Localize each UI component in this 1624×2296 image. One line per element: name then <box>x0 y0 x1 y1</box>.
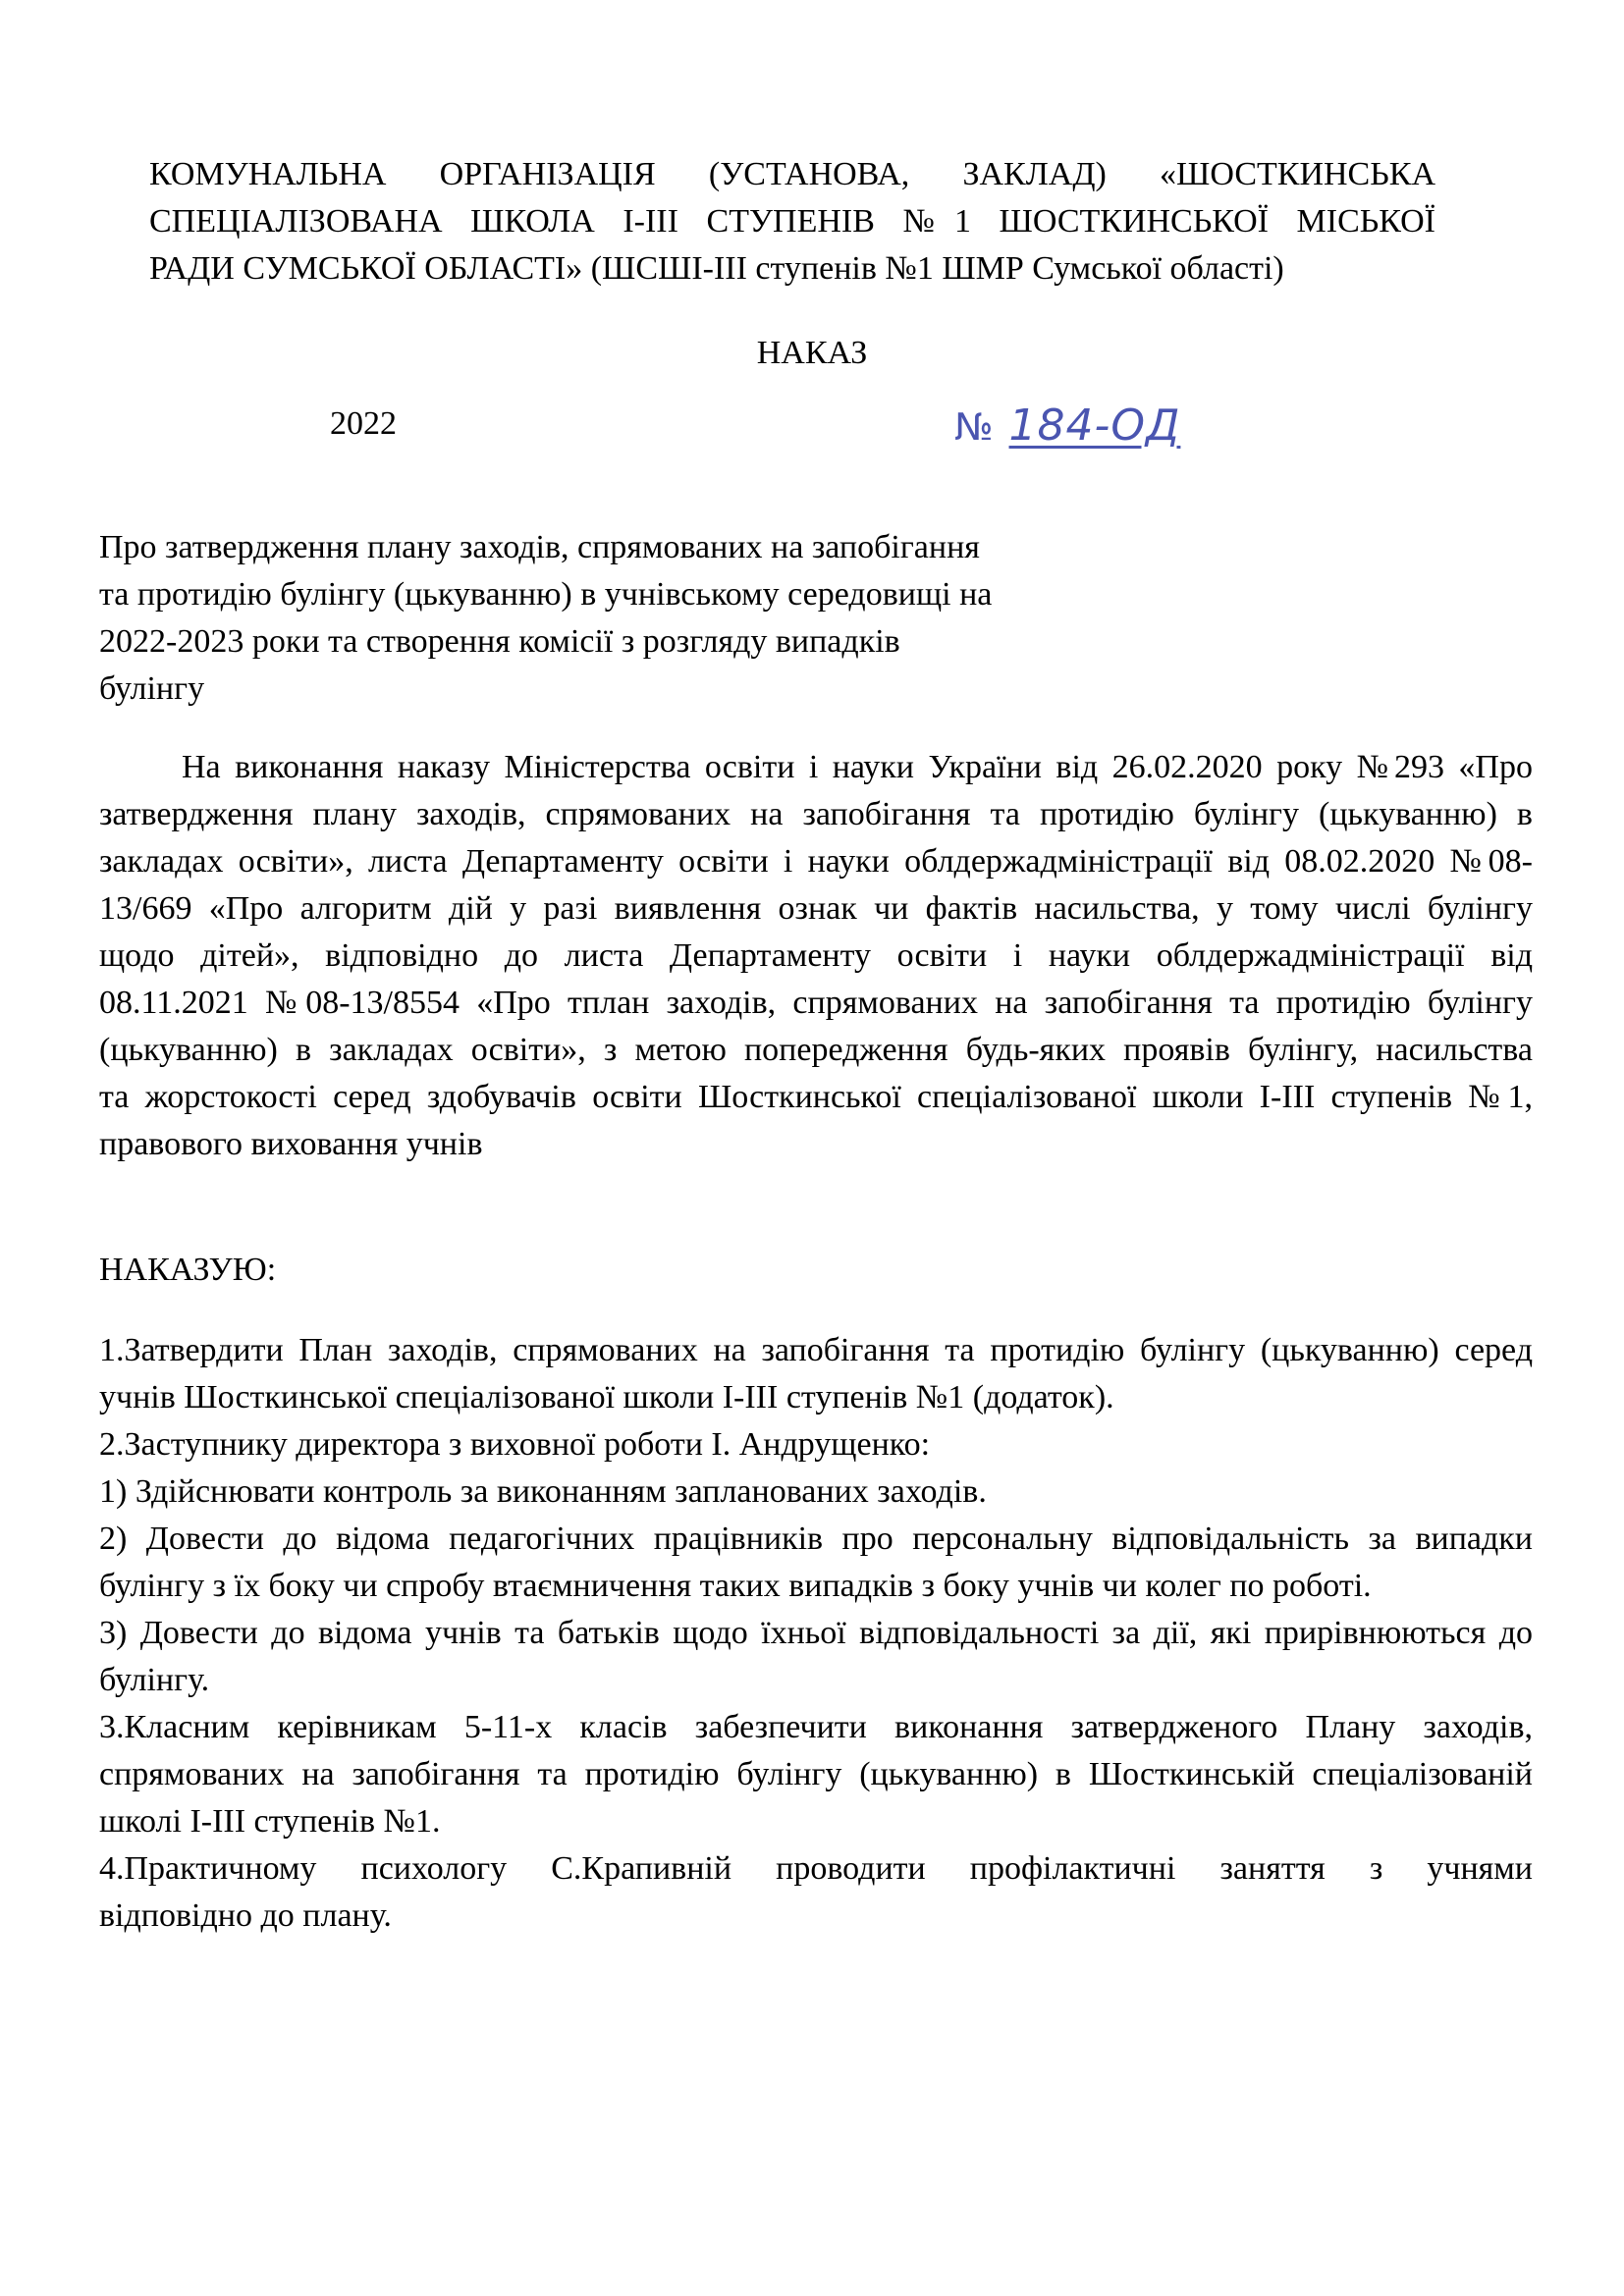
orders-list <box>99 1327 1533 1940</box>
organization-header <box>149 151 1435 293</box>
order-item-line: 3) Довести до відома учнів та батьків щодо їхньої відповідальності за дії, які прирівнюються до <box>99 1615 1533 1651</box>
order-item-line: учнів Шосткинської спеціалізованої школи І-ІІІ ступенів №1 (додаток). <box>99 1379 1114 1415</box>
order-item-line: 1) Здійснювати контроль за виконанням запланованих заходів. <box>99 1473 987 1510</box>
preamble-line: та жорстокості серед здобувачів освіти Шосткинської спеціалізованої школи І-ІІІ ступенів №1, <box>99 1079 1533 1115</box>
org-header-line: СПЕЦІАЛІЗОВАНА ШКОЛА І-ІІІ СТУПЕНІВ №1 ШОСТКИНСЬКОЇ МІСЬКОЇ <box>149 203 1435 240</box>
preamble-paragraph <box>99 744 1533 1168</box>
preamble-line: щодо дітей», відповідно до листа Департаменту освіти і науки облдержадміністрації від <box>99 937 1533 974</box>
order-number-stamp <box>954 397 1249 465</box>
order-item-line: булінгу. <box>99 1662 210 1698</box>
subject-line: 2022-2023 роки та створення комісії з розгляду випадків <box>99 623 900 660</box>
preamble-line: правового виховання учнів <box>99 1126 483 1162</box>
order-item-line: відповідно до плану. <box>99 1897 392 1934</box>
number-sign: № <box>954 405 995 449</box>
subject-line: булінгу <box>99 670 205 707</box>
orders-heading: НАКАЗУЮ: <box>99 1252 277 1288</box>
order-item-line: 3.Класним керівникам 5-11-х класів забезпечити виконання затвердженого Плану заходів, <box>99 1709 1533 1745</box>
order-item-line: 4.Практичному психологу С.Крапивній проводити профілактичні заняття з учнями <box>99 1850 1533 1887</box>
order-subject <box>99 524 1081 713</box>
preamble-line: 13/669 «Про алгоритм дій у разі виявлення ознак чи фактів насильства, у тому числі булінгу <box>99 890 1533 927</box>
preamble-line: На виконання наказу Міністерства освіти і науки України від 26.02.2020 року №293 «Про <box>182 749 1533 785</box>
order-item-line: спрямованих на запобігання та протидію булінгу (цькуванню) в Шосткинській спеціалізованій <box>99 1756 1533 1792</box>
subject-line: та протидію булінгу (цькуванню) в учнівському середовищі на <box>99 576 993 613</box>
order-number-handwritten: 184-ОД <box>1008 400 1181 451</box>
org-header-line: РАДИ СУМСЬКОЇ ОБЛАСТІ» (ШСШІ-ІІІ ступенів №1 ШМР Сумської області) <box>149 250 1284 287</box>
preamble-line: затвердження плану заходів, спрямованих на запобігання та протидію булінгу (цькуванню) в <box>99 796 1533 832</box>
document-title: НАКАЗ <box>756 335 868 371</box>
subject-line: Про затвердження плану заходів, спрямованих на запобігання <box>99 529 980 565</box>
preamble-line: закладах освіти», листа Департаменту освіти і науки облдержадміністрації від 08.02.2020 №08- <box>99 843 1533 880</box>
document-year: 2022 <box>330 405 397 442</box>
order-item-line: школі І-ІІІ ступенів №1. <box>99 1803 441 1840</box>
order-item-line: булінгу з їх боку чи спробу втаємничення таких випадків з боку учнів чи колег по роботі. <box>99 1568 1372 1604</box>
order-item-line: 2.Заступнику директора з виховної роботи І. Андрущенко: <box>99 1426 931 1463</box>
org-header-line: КОМУНАЛЬНА ОРГАНІЗАЦІЯ (УСТАНОВА, ЗАКЛАД) «ШОСТКИНСЬКА <box>149 156 1435 192</box>
order-item-line: 2) Довести до відома педагогічних працівників про персональну відповідальність за випадки <box>99 1521 1533 1557</box>
preamble-line: (цькуванню) в закладах освіти», з метою попередження будь-яких проявів булінгу, насильства <box>99 1032 1533 1068</box>
order-item-line: 1.Затвердити План заходів, спрямованих на запобігання та протидію булінгу (цькуванню) серед <box>99 1332 1533 1368</box>
preamble-line: 08.11.2021 №08-13/8554 «Про тплан заходів, спрямованих на запобігання та протидію булінгу <box>99 985 1533 1021</box>
